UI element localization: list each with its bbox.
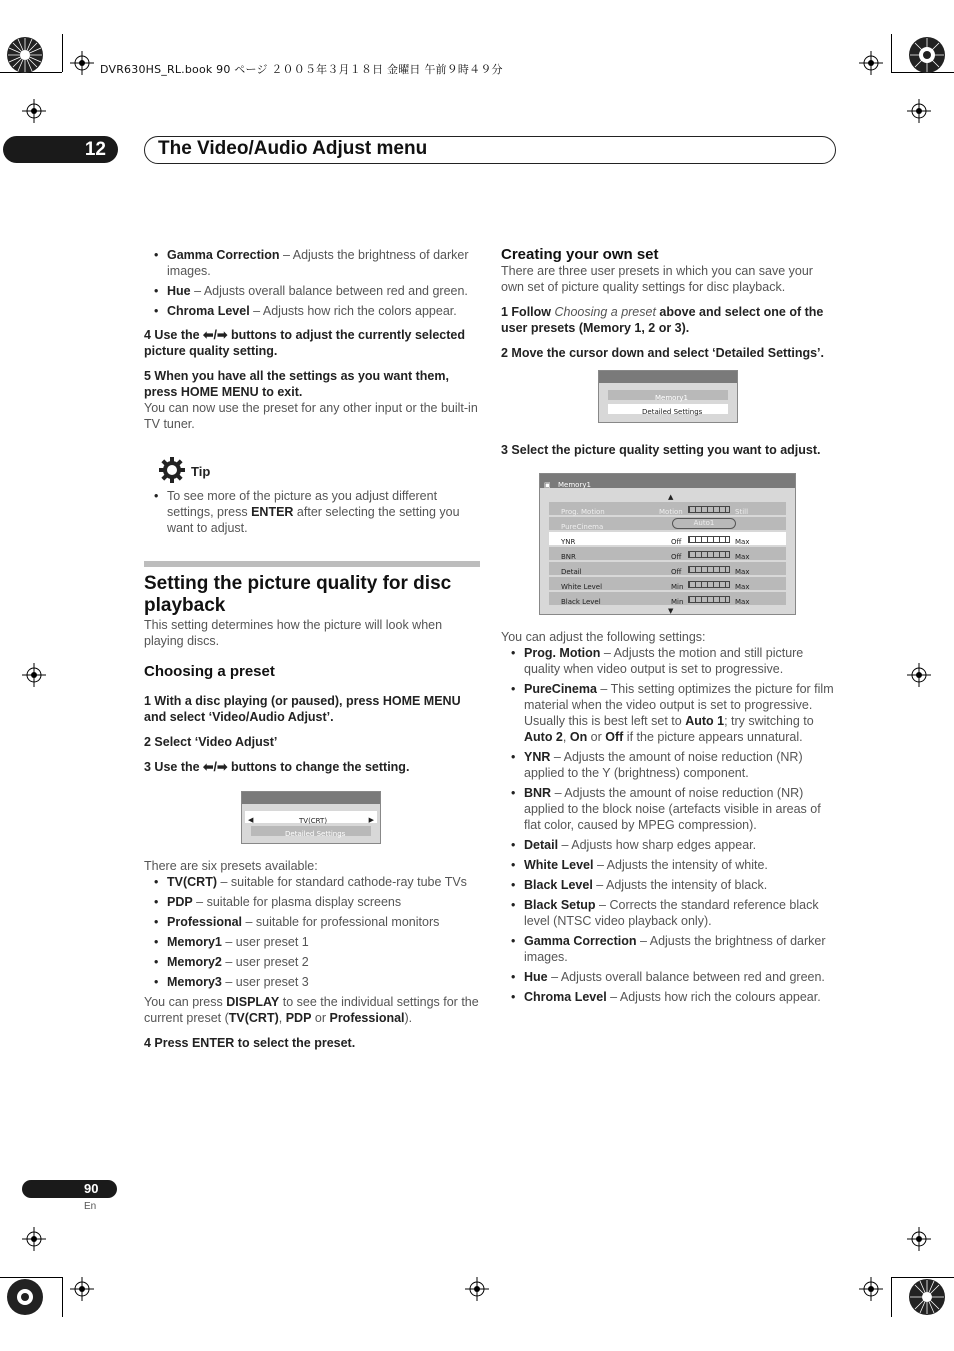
list-item: • PDP – suitable for plasma display screens bbox=[144, 894, 480, 910]
crosshair-icon bbox=[22, 1227, 46, 1251]
presets-intro: There are six presets available: bbox=[144, 859, 318, 873]
settings-list bbox=[501, 645, 835, 1005]
slider bbox=[688, 596, 730, 603]
slider bbox=[688, 536, 730, 543]
tip-header bbox=[144, 446, 480, 486]
step-5: 5 When you have all the settings as you want them, press HOME MENU to exit. bbox=[144, 369, 449, 399]
setting-row[interactable]: Detail Off Max bbox=[549, 562, 786, 575]
list-item: • Gamma Correction – Adjusts the brightness of darker images. bbox=[144, 247, 480, 279]
list-item: • TV(CRT) – suitable for standard cathode-ray tube TVs bbox=[144, 874, 480, 890]
registration-wheel-icon bbox=[6, 36, 44, 74]
language-label: En bbox=[84, 1201, 97, 1212]
crosshair-icon bbox=[22, 663, 46, 687]
step-2: 2 Select ‘Video Adjust’ bbox=[144, 735, 278, 749]
right-column bbox=[501, 247, 835, 1005]
tip-text: • To see more of the picture as you adjust different settings, press ENTER after selecting the setting you want to adjust. bbox=[144, 488, 480, 536]
step-4-preset: 4 Press ENTER to select the preset. bbox=[144, 1036, 356, 1050]
list-item: • Chroma Level – Adjusts how rich the colors appear. bbox=[144, 303, 480, 319]
step-1: 1 Follow Choosing a preset above and select one of the user presets (Memory 1, 2 or 3). bbox=[501, 305, 824, 335]
crosshair-icon bbox=[465, 1277, 489, 1301]
setting-row[interactable]: PureCinema Auto1 bbox=[549, 517, 786, 530]
screen-memory: Memory1 Detailed Settings bbox=[501, 369, 835, 439]
setting-row[interactable]: White Level Min Max bbox=[549, 577, 786, 590]
print-header: DVR630HS_RL.book 90 ページ ２００５年３月１８日 金曜日 午前９時４９分 bbox=[100, 63, 503, 76]
list-item: • BNR – Adjusts the amount of noise reduction (NR) applied to the block noise (artefacts visible in areas of flat color, caused by MPEG compression). bbox=[501, 785, 835, 833]
list-item: • White Level – Adjusts the intensity of white. bbox=[501, 857, 835, 873]
registration-wheel-icon bbox=[908, 36, 946, 74]
slider bbox=[688, 506, 730, 513]
bullet-list bbox=[144, 247, 480, 319]
list-item: • Chroma Level – Adjusts how rich the colours appear. bbox=[501, 989, 835, 1005]
slider bbox=[688, 581, 730, 588]
list-item: • Gamma Correction – Adjusts the brightness of darker images. bbox=[501, 933, 835, 965]
slider bbox=[688, 551, 730, 558]
crosshair-icon bbox=[70, 51, 94, 75]
list-item: • Black Level – Adjusts the intensity of black. bbox=[501, 877, 835, 893]
tip-label: Tip bbox=[191, 464, 211, 479]
step-1: 1 With a disc playing (or paused), press HOME MENU and select ‘Video/Audio Adjust’. bbox=[144, 694, 461, 724]
setting-row[interactable]: Prog. Motion Motion Still bbox=[549, 502, 786, 515]
list-item: • Memory3 – user preset 3 bbox=[144, 974, 480, 990]
chapter-title: The Video/Audio Adjust menu bbox=[158, 138, 428, 159]
list-item: • Detail – Adjusts how sharp edges appear. bbox=[501, 837, 835, 853]
list-item: • Professional – suitable for professional monitors bbox=[144, 914, 480, 930]
list-item: • Hue – Adjusts overall balance between red and green. bbox=[144, 283, 480, 299]
slider bbox=[688, 566, 730, 573]
screen-detailed-settings: ▣ Memory1 ▲ Prog. Motion Motion Still PureCinema Auto1 YNR Off Max BNR Off Max Detail Off Max White Level Min Max Black Level Min Max ▼ bbox=[501, 465, 835, 615]
setting-row[interactable]: YNR Off Max bbox=[549, 532, 786, 545]
crosshair-icon bbox=[859, 51, 883, 75]
step-2: 2 Move the cursor down and select ‘Detailed Settings’. bbox=[501, 346, 824, 360]
screen-preset: ◀ TV(CRT) ▶ Detailed Settings bbox=[144, 783, 480, 853]
crosshair-icon bbox=[907, 1227, 931, 1251]
left-column bbox=[144, 247, 480, 1051]
section-intro: This setting determines how the picture will look when playing discs. bbox=[144, 618, 443, 648]
section-title: Setting the picture quality for disc playback bbox=[144, 573, 452, 616]
list-item: • Prog. Motion – Adjusts the motion and still picture quality when video output is set to progressive. bbox=[501, 645, 835, 677]
list-item: • PureCinema – This setting optimizes the picture for film material when the video output is set to progressive. Usually this is best left set to Auto 1; try switching to Auto 2, On or Off if the picture appears unnatural. bbox=[501, 681, 835, 745]
list-item: • YNR – Adjusts the amount of noise reduction (NR) applied to the Y (brightness) component. bbox=[501, 749, 835, 781]
registration-wheel-icon bbox=[6, 1278, 44, 1316]
preset-list bbox=[144, 874, 480, 990]
crosshair-icon bbox=[907, 99, 931, 123]
adjust-intro: You can adjust the following settings: bbox=[501, 630, 706, 644]
list-item: • Memory2 – user preset 2 bbox=[144, 954, 480, 970]
crosshair-icon bbox=[70, 1277, 94, 1301]
list-item: • Hue – Adjusts overall balance between red and green. bbox=[501, 969, 835, 985]
step-5-note: You can now use the preset for any other input or the built-in TV tuner. bbox=[144, 401, 478, 431]
registration-wheel-icon bbox=[908, 1278, 946, 1316]
crosshair-icon bbox=[22, 99, 46, 123]
subsection-title: Creating your own set bbox=[501, 246, 659, 263]
crosshair-icon bbox=[907, 663, 931, 687]
step-3: 3 Use the ⬅/➡ buttons to change the setting. bbox=[144, 760, 410, 774]
page-number-badge: 90 bbox=[22, 1180, 117, 1198]
step-3: 3 Select the picture quality setting you want to adjust. bbox=[501, 443, 821, 457]
list-item: • Black Setup – Corrects the standard reference black level (NTSC video playback only). bbox=[501, 897, 835, 929]
chapter-number-badge: 12 bbox=[3, 136, 118, 163]
chapter-title-box bbox=[144, 136, 836, 164]
setting-row[interactable]: BNR Off Max bbox=[549, 547, 786, 560]
crosshair-icon bbox=[859, 1277, 883, 1301]
subsection-title: Choosing a preset bbox=[144, 663, 275, 680]
setting-row[interactable]: Black Level Min Max bbox=[549, 592, 786, 605]
list-item: • Memory1 – user preset 1 bbox=[144, 934, 480, 950]
step-4: 4 Use the ⬅/➡ buttons to adjust the currently selected picture quality setting. bbox=[144, 328, 466, 358]
tip-gear-icon bbox=[158, 456, 186, 484]
section-divider bbox=[144, 561, 480, 567]
intro: There are three user presets in which you can save your own set of picture quality settings for disc playback. bbox=[501, 264, 813, 294]
display-note: You can press DISPLAY to see the individual settings for the current preset (TV(CRT), PDP or Professional). bbox=[144, 995, 479, 1025]
